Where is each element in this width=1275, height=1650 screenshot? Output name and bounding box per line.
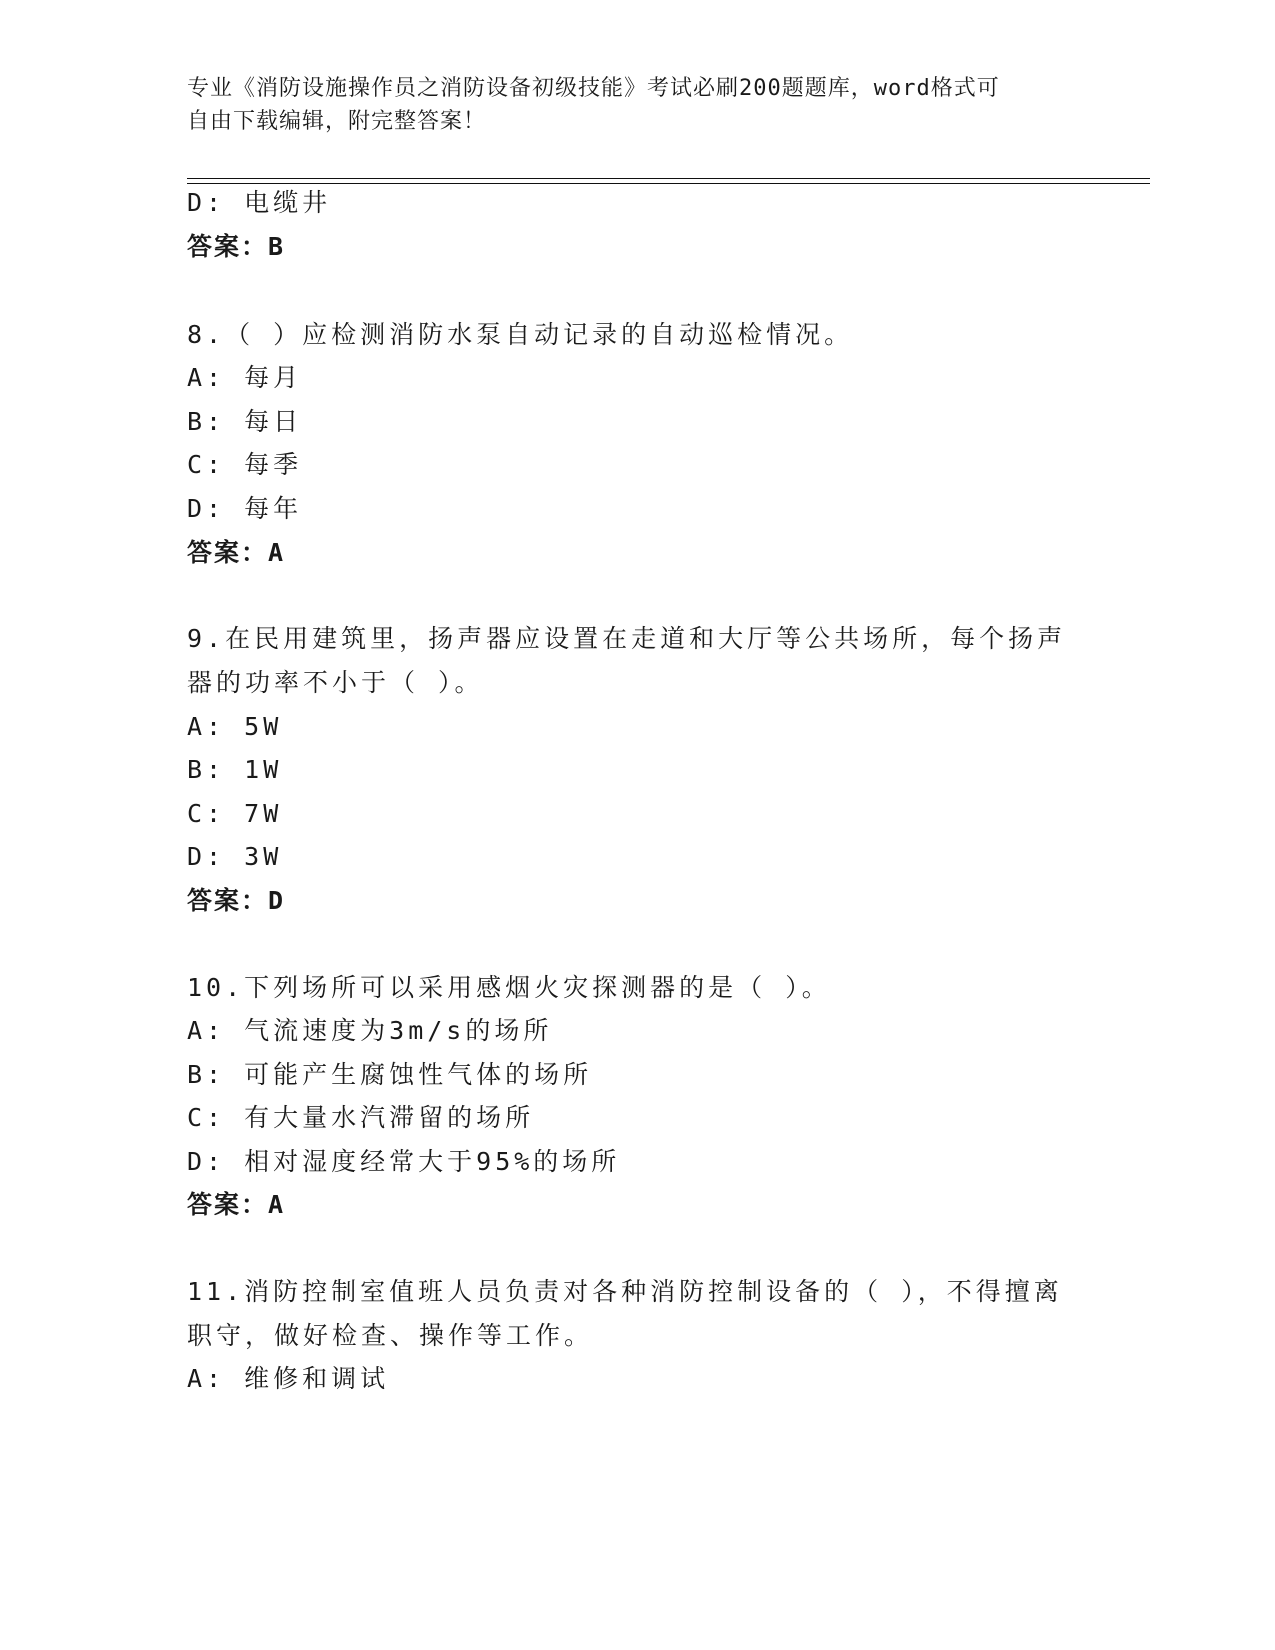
prev-answer: 答案：B xyxy=(187,232,286,261)
q10-option-a: A: 气流速度为3m/s的场所 xyxy=(187,1016,553,1045)
q8-option-d: D: 每年 xyxy=(187,494,303,523)
q10-option-d: D: 相对湿度经常大于95%的场所 xyxy=(187,1147,621,1176)
q8-answer: 答案：A xyxy=(187,538,286,567)
q10-option-c: C: 有大量水汽滞留的场所 xyxy=(187,1103,535,1132)
q9-stem-line-1: 9.在民用建筑里，扬声器应设置在走道和大厅等公共场所，每个扬声 xyxy=(187,624,1067,653)
q10-option-b: B: 可能产生腐蚀性气体的场所 xyxy=(187,1060,593,1089)
q9-option-d: D: 3W xyxy=(187,842,283,871)
document-header xyxy=(187,72,1087,138)
q9-stem-line-2: 器的功率不小于（ ）。 xyxy=(187,668,484,697)
header-title-line-2: 自由下载编辑，附完整答案！ xyxy=(187,109,487,134)
header-title-line-1: 专业《消防设施操作员之消防设备初级技能》考试必刷200题题库，word格式可 xyxy=(187,76,1000,101)
q10-answer: 答案：A xyxy=(187,1190,286,1219)
q8-option-b: B: 每日 xyxy=(187,407,303,436)
q11-stem-line-2: 职守，做好检查、操作等工作。 xyxy=(187,1321,594,1350)
q9-option-b: B: 1W xyxy=(187,755,283,784)
q8-option-c: C: 每季 xyxy=(187,450,303,479)
q11-stem-line-1: 11.消防控制室值班人员负责对各种消防控制设备的（ ），不得擅离 xyxy=(187,1277,1063,1306)
header-divider-top xyxy=(187,178,1150,179)
q8-option-a: A: 每月 xyxy=(187,363,303,392)
q9-option-c: C: 7W xyxy=(187,799,283,828)
q11-option-a: A: 维修和调试 xyxy=(187,1364,390,1393)
q10-stem: 10.下列场所可以采用感烟火灾探测器的是（ ）。 xyxy=(187,973,831,1002)
q9-answer: 答案：D xyxy=(187,886,286,915)
prev-option-d: D: 电缆井 xyxy=(187,188,332,217)
q9-option-a: A: 5W xyxy=(187,712,283,741)
q8-stem: 8.（ ）应检测消防水泵自动记录的自动巡检情况。 xyxy=(187,320,854,349)
header-divider-bottom xyxy=(187,183,1150,184)
